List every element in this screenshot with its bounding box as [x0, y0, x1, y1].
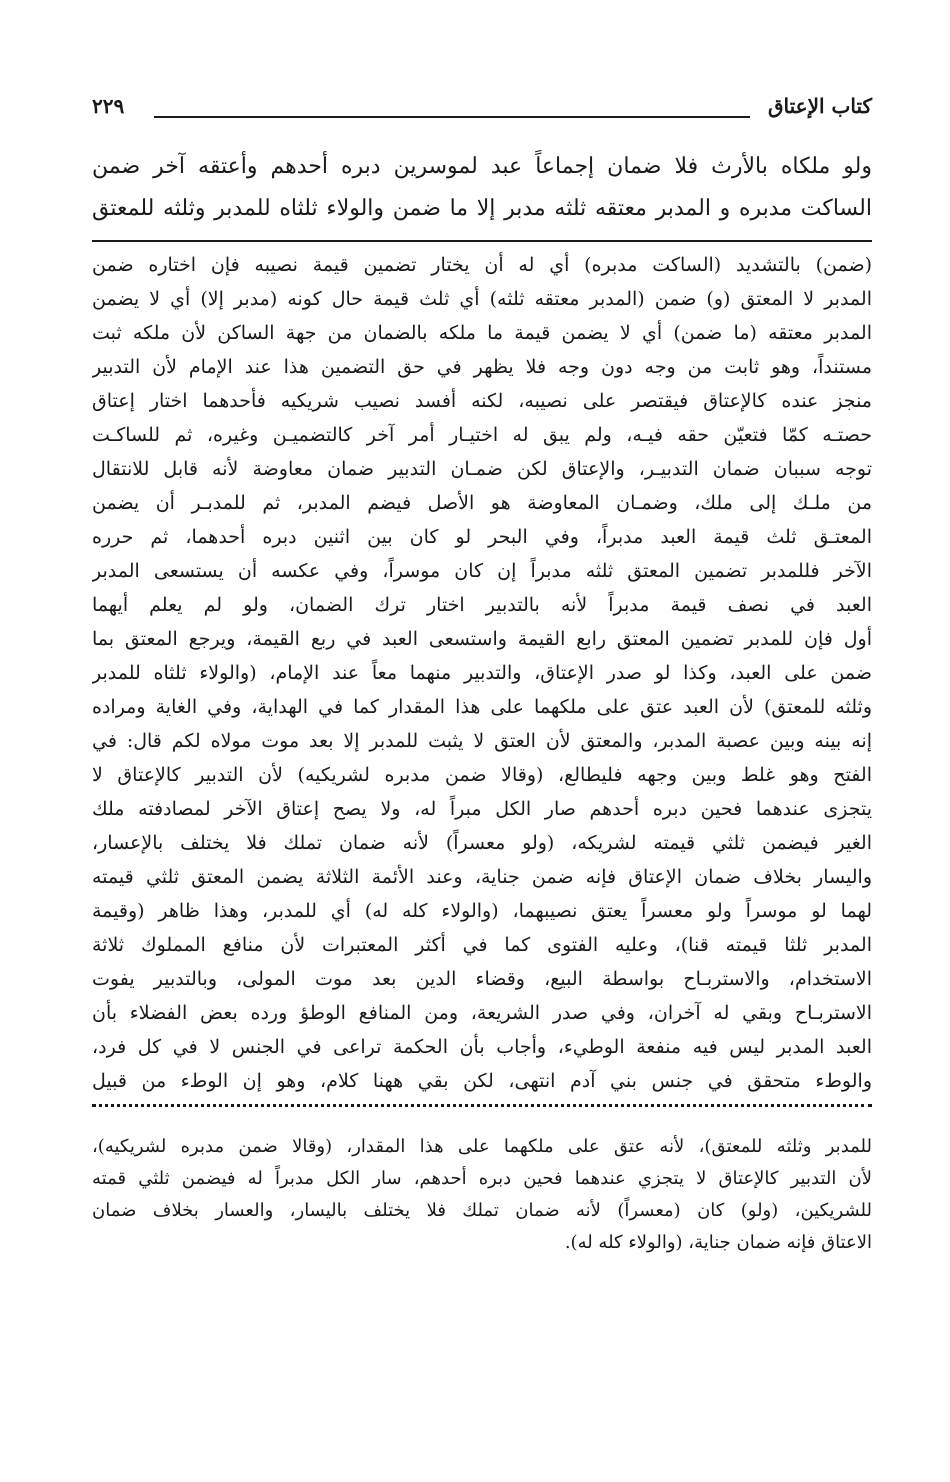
- sharh-line: مستنداً، وهو ثابت من وجه دون وجه فلا يظهر في حق التضمين هذا عند الإمام لأن التدبير: [92, 356, 872, 378]
- sharh-line: ضمن على العبد، وكذا لو صدر الإعتاق، والتدبير منهما معاً عند الإمام، (والولاء ثلثاه للمدبر: [92, 662, 872, 684]
- footnote-line: للمدبر وثلثه للمعتق)، لأنه عتق على ملكهما على هذا المقدار، (وقالا ضمن مدبره لشريكيه)،: [92, 1136, 872, 1157]
- sharh-line: توجه سببان ضمان التدبيـر، والإعتاق لكن ضمـان التدبير ضمان معاوضة لأنه قابل للانتقال: [92, 458, 872, 480]
- sharh-line: حصتـه كمّا فتعيّن حقه فيـه، ولم يبق له اختيـار أمر آخر كالتضميـن وغيره، ثم للساكـت: [92, 424, 872, 446]
- book-page: [92, 88, 872, 1259]
- footnote-text: [92, 1131, 872, 1259]
- footnote-line: للشريكين، (ولو) كان (معسراً) لأنه ضمان تملك فلا يختلف باليسار، والعسار بخلاف ضمان: [92, 1200, 872, 1221]
- matn-divider: [92, 240, 872, 242]
- sharh-line: العبد في نصف قيمة مدبراً لأنه بالتدبير اختار ترك الضمان، ولو لم يعلم أيهما: [92, 594, 872, 616]
- sharh-line: العبد المدبر ليس فيه منفعة الوطيء، وأجاب بأن الحكمة تراعى في الجنس لا في كل فرد،: [92, 1036, 872, 1058]
- sharh-line: منجز عنده كالإعتاق فيقتصر على نصيبه، لكنه أفسد نصيب شريكيه فأحدهما اختار إعتاق: [92, 390, 872, 412]
- sharh-line: لهما لو موسراً ولو معسراً يعتق نصيبهما، (والولاء كله له) أي للمدبر، وهذا ظاهر (وقيمة: [92, 900, 872, 922]
- sharh-line: المعتـق ثلث قيمة العبد مدبراً، وفي البحر لو كان بين اثنين دبره أحدهما، ثم حرره: [92, 526, 872, 548]
- footnote-separator: [92, 1104, 872, 1117]
- sharh-line: المدبر ثلثا قيمته قنا)، وعليه الفتوى كما في أكثر المعتبرات لأن منافع المملوك ثلاثة: [92, 934, 872, 956]
- sharh-line: من ملـك إلى ملك، وضمـان المعاوضة هو الأصل فيضم المدبر، ثم للمدبـر أن يضمن: [92, 492, 872, 514]
- sharh-line: يتجزى عندهما فحين دبره أحدهم صار الكل مبراً له، ولا يصح إعتاق الآخر لمصادفته ملك: [92, 798, 872, 820]
- page-number: ٢٢٩: [92, 94, 125, 118]
- sharh-line: وثلثه للمعتق) لأن العبد عتق على ملكهما على هذا المقدار كما في الهداية، وفي الغاية ومراده: [92, 696, 872, 718]
- sharh-line: إنه بينه وبين عصبة المدبر، والمعتق لأن العتق لا يثبت للمدبر إلا بعد موت مولاه لكم قال: في: [92, 730, 872, 752]
- sharh-line: المدبر لا المعتق (و) ضمن (المدبر معتقه ثلثه) أي ثلث قيمة حال كونه (مدبر إلا) أي لا يضمن: [92, 288, 872, 310]
- page-header: [92, 88, 872, 124]
- sharh-line: الاستخدام، والاستربـاح بواسطة البيع، وقضاء الدين بعد موت المولى، وبالتدبير يفوت: [92, 968, 872, 990]
- sharh-line: الغير فيضمن ثلثي قيمته لشريكه، (ولو معسراً) لأنه ضمان تملك فلا يختلف بالإعسار،: [92, 832, 872, 854]
- sharh-line: واليسار بخلاف ضمان الإعتاق فإنه ضمن جناية، وعند الأئمة الثلاثة يضمن المعتق ثلثي قيمته: [92, 866, 872, 888]
- sharh-line: أول فإن للمدبر تضمين المعتق رابع القيمة واستسعى العبد في ربع القيمة، ويرجع المعتق بما: [92, 628, 872, 650]
- sharh-line: والوطء متحقق في جنس بني آدم انتهى، لكن بقي ههنا كلام، وهو إن الوطء من قبيل: [92, 1070, 872, 1092]
- matn-line: الساكت مدبره و المدبر معتقه ثلثه مدبر إلا ما ضمن والولاء ثلثاه للمدبر وثلثه للمعتق: [92, 196, 872, 221]
- header-rule: [154, 116, 750, 118]
- chapter-title: كتاب الإعتاق: [768, 94, 872, 118]
- sharh-line: (ضمن) بالتشديد (الساكت مدبره) أي له أن يختار تضمين قيمة نصيبه فإن اختاره ضمن: [92, 254, 872, 276]
- main-text: [92, 146, 872, 230]
- sharh-line: الفتح وهو غلط وبين وجهه فليطالع، (وقالا ضمن مدبره لشريكيه) لأن التدبير كالإعتاق لا: [92, 764, 872, 786]
- commentary-text: [92, 248, 872, 1098]
- footnote-line: لأن التدبير كالإعتاق لا يتجزي عندهما فحين دبره أحدهم، سار الكل مدبراً له فيضمن ثلثي قمته: [92, 1168, 872, 1189]
- matn-line: ولو ملكاه بالأرث فلا ضمان إجماعاً عبد لموسرين دبره أحدهم وأعتقه آخر ضمن: [92, 154, 872, 179]
- footnote-line: الاعتاق فإنه ضمان جناية، (والولاء كله له).: [564, 1232, 872, 1253]
- sharh-line: الآخر فللمدبر تضمين المعتق ثلثه مدبراً إن كان موسراً، وفي عكسه أن يستسعى المدبر: [92, 560, 872, 582]
- sharh-line: الاستربـاح وبقي له آخران، وفي صدر الشريعة، ومن المنافع الوطؤ ورده بعض الفضلاء بأن: [92, 1002, 872, 1024]
- sharh-line: المدبر معتقه (ما ضمن) أي لا يضمن قيمة ما ملكه بالضمان من جهة الساكن لأن ملكه ثبت: [92, 322, 872, 344]
